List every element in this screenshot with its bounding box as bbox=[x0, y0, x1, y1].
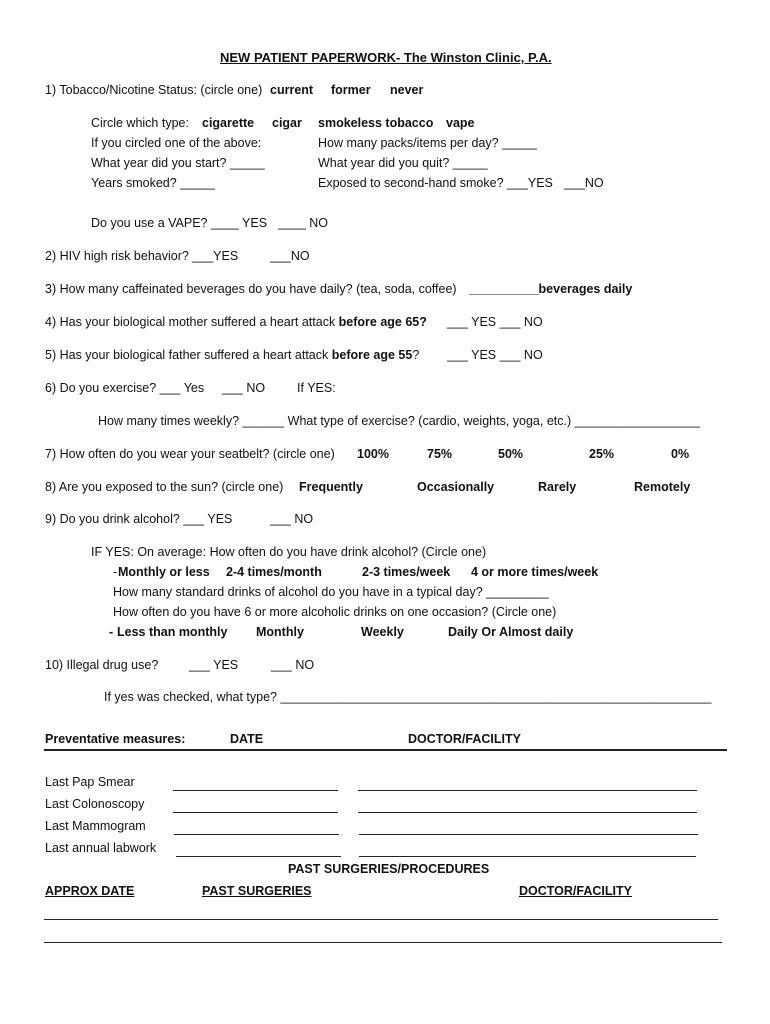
q9-occ-less-than-monthly[interactable]: Less than monthly bbox=[117, 625, 228, 639]
q9-standard-drinks[interactable]: How many standard drinks of alcohol do you have in a typical day? _________ bbox=[113, 585, 549, 599]
surgeries-col-surgeries: PAST SURGERIES bbox=[202, 884, 312, 898]
mammogram-doctor-line[interactable] bbox=[359, 834, 698, 835]
q10-type[interactable]: If yes was checked, what type? ______________________________________________________________ bbox=[104, 690, 712, 704]
q3-prompt: 3) How many caffeinated beverages do you have daily? (tea, soda, coffee) bbox=[45, 282, 457, 296]
q1-years-smoked[interactable]: Years smoked? _____ bbox=[91, 176, 215, 190]
q1-type-vape[interactable]: vape bbox=[446, 116, 475, 130]
q10-no[interactable]: ___ NO bbox=[271, 658, 315, 672]
preventive-divider bbox=[44, 749, 727, 751]
q1-option-current[interactable]: current bbox=[270, 83, 314, 97]
colonoscopy-doctor-line[interactable] bbox=[358, 812, 697, 813]
mammogram-date-line[interactable] bbox=[174, 834, 339, 835]
preventive-col-date: DATE bbox=[230, 732, 264, 746]
q5-prompt-end: ? bbox=[412, 348, 420, 362]
q7-prompt: 7) How often do you wear your seatbelt? (circle one) bbox=[45, 447, 335, 461]
q3-answer[interactable] bbox=[469, 282, 632, 296]
labwork-doctor-line[interactable] bbox=[359, 856, 696, 857]
q8-prompt: 8) Are you exposed to the sun? (circle one) bbox=[45, 480, 284, 494]
q9-prompt[interactable]: 9) Do you drink alcohol? ___ YES bbox=[45, 512, 233, 526]
q4-answers[interactable]: ___ YES ___ NO bbox=[447, 315, 543, 329]
q2-prompt[interactable]: 2) HIV high risk behavior? ___YES bbox=[45, 249, 239, 263]
q1-option-never[interactable]: never bbox=[390, 83, 424, 97]
preventive-row-colonoscopy: Last Colonoscopy bbox=[45, 797, 145, 811]
q9-no[interactable]: ___ NO bbox=[270, 512, 314, 526]
q2-no[interactable]: ___NO bbox=[270, 249, 310, 263]
surgeries-col-date: APPROX DATE bbox=[45, 884, 135, 898]
q1-type-label: Circle which type: bbox=[91, 116, 189, 130]
q9-occ-monthly[interactable]: Monthly bbox=[256, 625, 304, 639]
q3-suffix: beverages daily bbox=[538, 282, 633, 296]
q6-prompt[interactable]: 6) Do you exercise? ___ Yes bbox=[45, 381, 205, 395]
q1-prompt: 1) Tobacco/Nicotine Status: (circle one) bbox=[45, 83, 263, 97]
q1-year-start[interactable]: What year did you start? _____ bbox=[91, 156, 265, 170]
q1-vape-no[interactable]: ____ NO bbox=[278, 216, 329, 230]
q4-prompt-text: 4) Has your biological mother suffered a heart attack bbox=[45, 315, 339, 329]
q3-blank[interactable]: __________ bbox=[469, 282, 539, 296]
preventive-row-pap: Last Pap Smear bbox=[45, 775, 135, 789]
q8-option-occasionally[interactable]: Occasionally bbox=[417, 480, 495, 494]
q9-freq-monthly-or-less[interactable]: Monthly or less bbox=[118, 565, 210, 579]
surgery-entry-line-1[interactable] bbox=[44, 919, 718, 920]
q9-freq-2-4-month[interactable]: 2-4 times/month bbox=[226, 565, 322, 579]
q1-type-cigarette[interactable]: cigarette bbox=[202, 116, 255, 130]
q7-option-100[interactable]: 100% bbox=[357, 447, 389, 461]
q6-if-yes: If YES: bbox=[297, 381, 336, 395]
q10-yes[interactable]: ___ YES bbox=[189, 658, 239, 672]
colonoscopy-date-line[interactable] bbox=[173, 812, 338, 813]
q1-type-smokeless[interactable]: smokeless tobacco bbox=[318, 116, 434, 130]
q5-answers[interactable]: ___ YES ___ NO bbox=[447, 348, 543, 362]
preventive-row-mammogram: Last Mammogram bbox=[45, 819, 146, 833]
labwork-date-line[interactable] bbox=[176, 856, 341, 857]
q9-if-yes: IF YES: On average: How often do you have drink alcohol? (Circle one) bbox=[91, 545, 487, 559]
q5-prompt-text: 5) Has your biological father suffered a heart attack bbox=[45, 348, 332, 362]
q5-prompt-bold: before age 55 bbox=[331, 348, 413, 362]
q1-year-quit[interactable]: What year did you quit? _____ bbox=[318, 156, 488, 170]
q8-option-rarely[interactable]: Rarely bbox=[538, 480, 577, 494]
pap-doctor-line[interactable] bbox=[358, 790, 697, 791]
q7-option-25[interactable]: 25% bbox=[589, 447, 615, 461]
q9-freq-dash: - bbox=[113, 565, 118, 579]
preventive-row-labwork: Last annual labwork bbox=[45, 841, 157, 855]
surgery-entry-line-2[interactable] bbox=[44, 942, 722, 943]
q1-second-hand-yes[interactable]: Exposed to second-hand smoke? ___YES bbox=[318, 176, 553, 190]
q9-occ-dash: - bbox=[109, 625, 114, 639]
q1-circled-one: If you circled one of the above: bbox=[91, 136, 262, 150]
surgeries-col-doctor: DOCTOR/FACILITY bbox=[519, 884, 632, 898]
preventive-col-doctor: DOCTOR/FACILITY bbox=[408, 732, 521, 746]
surgeries-heading: PAST SURGERIES/PROCEDURES bbox=[288, 862, 490, 876]
q4-prompt bbox=[45, 315, 427, 329]
pap-date-line[interactable] bbox=[173, 790, 338, 791]
q9-occ-weekly[interactable]: Weekly bbox=[361, 625, 404, 639]
q10-prompt: 10) Illegal drug use? bbox=[45, 658, 159, 672]
q9-freq-2-3-week[interactable]: 2-3 times/week bbox=[362, 565, 451, 579]
q7-option-0[interactable]: 0% bbox=[671, 447, 690, 461]
q8-option-frequently[interactable]: Frequently bbox=[299, 480, 363, 494]
q9-six-or-more: How often do you have 6 or more alcoholic drinks on one occasion? (Circle one) bbox=[113, 605, 557, 619]
q1-type-cigar[interactable]: cigar bbox=[272, 116, 302, 130]
q5-prompt bbox=[45, 348, 419, 362]
q4-prompt-bold: before age 65? bbox=[338, 315, 427, 329]
q6-times-weekly[interactable]: How many times weekly? ______ What type of exercise? (cardio, weights, yoga, etc.) __________________ bbox=[98, 414, 700, 428]
q6-no[interactable]: ___ NO bbox=[222, 381, 266, 395]
q7-option-50[interactable]: 50% bbox=[498, 447, 524, 461]
q8-option-remotely[interactable]: Remotely bbox=[634, 480, 691, 494]
q7-option-75[interactable]: 75% bbox=[427, 447, 453, 461]
q1-vape-yes[interactable]: Do you use a VAPE? ____ YES bbox=[91, 216, 268, 230]
q9-freq-4-or-more[interactable]: 4 or more times/week bbox=[471, 565, 599, 579]
page-title: NEW PATIENT PAPERWORK- The Winston Clinic, P.A. bbox=[220, 50, 552, 65]
q1-option-former[interactable]: former bbox=[331, 83, 371, 97]
preventive-heading: Preventative measures: bbox=[45, 732, 186, 746]
q9-occ-daily[interactable]: Daily Or Almost daily bbox=[448, 625, 574, 639]
q1-packs-per-day[interactable]: How many packs/items per day? _____ bbox=[318, 136, 537, 150]
q1-second-hand-no[interactable]: ___NO bbox=[564, 176, 604, 190]
